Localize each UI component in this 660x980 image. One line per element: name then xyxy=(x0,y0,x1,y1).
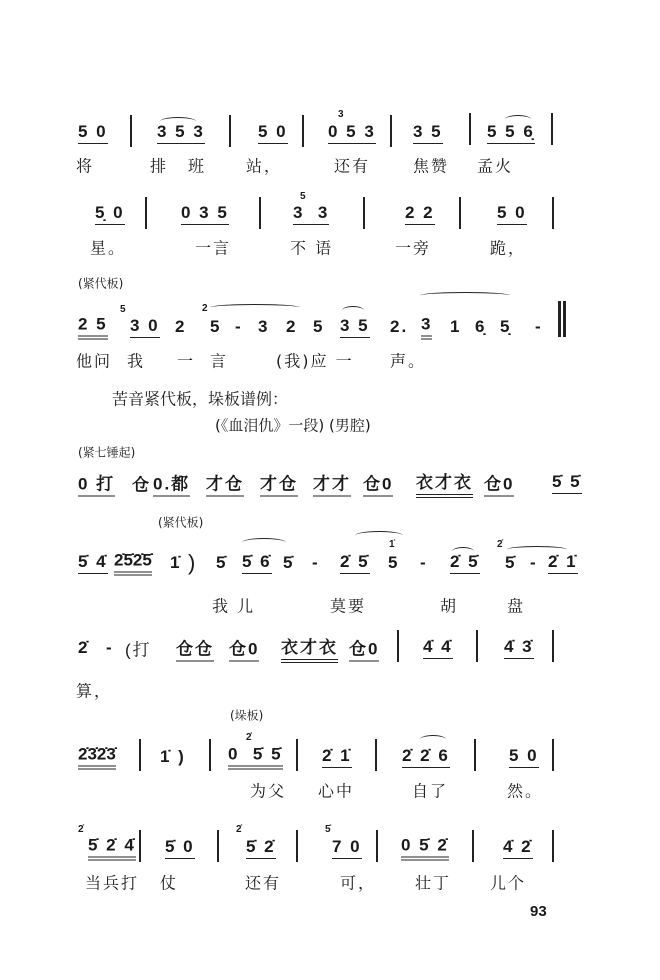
lyric: 心中 xyxy=(318,781,355,801)
percussion-group: 才仓 xyxy=(206,470,244,497)
bar-line xyxy=(130,115,132,147)
note: 2 xyxy=(175,317,187,336)
lyric: 我 xyxy=(127,351,146,371)
bar-line xyxy=(474,739,476,771)
percussion-group: 仓0 xyxy=(484,470,514,497)
bar-line xyxy=(296,830,298,862)
bar-line xyxy=(145,197,147,229)
lyric: 儿个 xyxy=(490,873,527,893)
section-subheading: (《血泪仇》一段) (男腔) xyxy=(215,416,371,435)
bar-line xyxy=(375,739,377,771)
note-group: 5̇ 0 xyxy=(165,837,195,859)
lyric: 班 xyxy=(188,156,207,176)
note-group: 3 5 xyxy=(340,316,370,338)
bar-line xyxy=(551,113,553,145)
note: 2 xyxy=(286,317,298,336)
bar-line xyxy=(552,197,554,229)
note: 1̇ xyxy=(170,553,182,572)
note-group: 2̇5̇2̇5̇ xyxy=(114,551,152,576)
note-group: 5̇ 6̇ xyxy=(242,552,272,574)
note: 3 xyxy=(258,317,270,336)
note: 5 xyxy=(313,317,325,336)
lyric: 算， xyxy=(76,681,113,701)
bar-line xyxy=(552,830,554,862)
lyric: 一 xyxy=(177,351,196,371)
bar-line xyxy=(459,197,461,229)
grace-note: 3 xyxy=(338,109,344,120)
note-group: 0 5 3 xyxy=(328,122,376,144)
note-group: 0 3 5 xyxy=(181,203,229,225)
grace-note: 2̇ xyxy=(78,824,84,835)
note-group: 1̇ ) xyxy=(160,747,186,766)
note: 5 xyxy=(388,553,400,572)
lyric: 壮丁 xyxy=(415,873,452,893)
bar-line xyxy=(139,830,141,862)
percussion-group: 仓仓 xyxy=(176,635,214,662)
note-group: 5 0 xyxy=(258,122,288,144)
lyric: 孟火 xyxy=(477,156,514,176)
tempo-marking: (紧代板) xyxy=(78,276,124,291)
note-group: 2̇ 1̇ xyxy=(322,746,352,768)
lyric: 声。 xyxy=(390,351,427,371)
note-group: 5̇ 2̇ 4̇ xyxy=(88,836,136,861)
note-group: 5̇ 2̇ xyxy=(246,837,276,859)
note: 5̇ xyxy=(216,553,228,572)
note: 1 xyxy=(450,317,462,336)
slur xyxy=(210,304,300,311)
bar-line xyxy=(229,115,231,147)
note: 5̇ xyxy=(283,553,295,572)
lyric: 自了 xyxy=(412,781,449,801)
slur xyxy=(420,292,510,299)
percussion-group: 仓 xyxy=(132,475,151,495)
bar-line xyxy=(139,739,141,771)
grace-note: 2̇ xyxy=(497,539,503,550)
grace-note: 1̇ xyxy=(389,539,395,550)
grace-note: 2 xyxy=(202,303,208,314)
bar-line xyxy=(209,739,211,771)
note-group: 3 0 xyxy=(130,316,160,338)
lyric: 莫要 xyxy=(330,596,367,616)
percussion-group: 0 打 xyxy=(78,470,115,497)
note-group: 7 0 xyxy=(332,837,362,859)
lyric: 还有 xyxy=(245,873,282,893)
lyric: 一言 xyxy=(195,238,232,258)
bar-line xyxy=(217,830,219,862)
note-group: 2̇3̇2̇3̇ xyxy=(78,745,116,770)
lyric: 仗 xyxy=(160,873,179,893)
note-group: 2 2 xyxy=(405,203,435,225)
note: - xyxy=(530,553,538,572)
bar-line xyxy=(472,830,474,862)
tempo-marking: (紧代板) xyxy=(158,515,204,530)
lyric: 一旁 xyxy=(395,238,432,258)
note-group: 2̇ 5̇ xyxy=(450,552,480,574)
note-group: 2̇ 2̇ 6 xyxy=(402,746,450,768)
lyric: 焦赞 xyxy=(413,156,450,176)
note-group: 5 5 6̣ xyxy=(487,122,535,144)
note: - xyxy=(312,553,320,572)
note-group: 2̇ 5̇ xyxy=(340,552,370,574)
grace-note: 2̇ xyxy=(246,732,252,743)
lyric: 星。 xyxy=(90,238,127,258)
lyric: 言 xyxy=(210,351,229,371)
lyric: 盘 xyxy=(507,596,526,616)
bar-line xyxy=(552,630,554,662)
final-double-bar xyxy=(558,301,561,337)
lyric: 将 xyxy=(76,156,95,176)
closing-paren: ) xyxy=(188,550,198,575)
note-group: 5 0 xyxy=(509,746,539,768)
note-group: 2̇ 1̇ xyxy=(548,552,578,574)
bar-line xyxy=(552,739,554,771)
grace-note: 2̇ xyxy=(236,824,242,835)
bar-line xyxy=(296,739,298,771)
note-group: 3 5 3 xyxy=(157,122,205,144)
lyric: 我 儿 xyxy=(212,596,256,616)
lyric: 不 语 xyxy=(290,238,334,258)
lyric: 可， xyxy=(340,873,377,893)
note-group: 4̇ 2̇ xyxy=(503,837,533,859)
percussion-group: 才仓 xyxy=(260,470,298,497)
note-group: 5̣ 0 xyxy=(95,203,125,225)
tempo-marking: (紧七锤起) xyxy=(78,445,136,460)
lyric: 他问 xyxy=(76,351,113,371)
bar-line xyxy=(302,115,304,147)
note: 5̣ xyxy=(500,317,512,336)
lyric: 为父 xyxy=(250,781,287,801)
bar-line xyxy=(259,197,261,229)
lyric: (我)应 一 xyxy=(276,351,354,371)
note-group: 0 5̇ 5̇ xyxy=(228,745,283,770)
bar-line xyxy=(376,830,378,862)
note-group: 3 3 xyxy=(293,203,329,225)
bar-line xyxy=(390,115,392,147)
lyric: 站， xyxy=(246,156,283,176)
lyric: 当兵打 xyxy=(85,873,140,893)
section-heading: 苦音紧代板，垛板谱例： xyxy=(112,389,289,409)
note-group: 5 0 xyxy=(78,122,108,144)
note-group: 5̇ 4̇ xyxy=(78,552,108,574)
bar-line xyxy=(397,630,399,662)
lyric: 胡 xyxy=(440,596,459,616)
slur xyxy=(355,531,403,540)
slur xyxy=(242,538,286,547)
note: - xyxy=(535,317,543,336)
note: 6̣ xyxy=(475,317,487,336)
percussion-group: 仓0 xyxy=(349,635,379,662)
note: 5 xyxy=(210,317,222,336)
note-group: 4̇ 4̇ xyxy=(423,637,453,659)
slur xyxy=(420,735,446,744)
lyric: 然。 xyxy=(507,781,544,801)
note: - xyxy=(420,553,428,572)
percussion-group: 才才 xyxy=(313,470,351,497)
note: 5̇ xyxy=(505,553,517,572)
percussion-group: 衣才衣 xyxy=(281,633,338,663)
grace-note: 5 xyxy=(120,304,126,315)
bar-line xyxy=(476,630,478,662)
note: 2. xyxy=(390,317,409,336)
slur xyxy=(342,306,364,315)
note: 2̇ xyxy=(78,638,90,657)
percussion-group: 仓0 xyxy=(363,470,393,497)
percussion-group: 0.都 xyxy=(153,470,190,497)
note: - xyxy=(235,317,243,336)
note-group: 5 0 xyxy=(497,203,527,225)
grace-note: 5̇ xyxy=(325,824,331,835)
note: 3 xyxy=(421,315,432,340)
grace-note: 5 xyxy=(300,191,306,202)
note-group: 5̇ 5̇ xyxy=(552,472,582,494)
lyric: 跪， xyxy=(490,238,527,258)
note: - xyxy=(106,638,114,657)
note-group: 0 5̇ 2̇ xyxy=(401,836,449,861)
percussion-group: 衣才衣 xyxy=(416,468,473,498)
note-group: 3 5 xyxy=(413,122,443,144)
page-number: 93 xyxy=(530,903,547,920)
lyric: 还有 xyxy=(334,156,371,176)
note-group: 2 5 xyxy=(78,315,108,340)
bar-line xyxy=(469,113,471,145)
lyric: 排 xyxy=(150,156,169,176)
percussion-group: (打 xyxy=(125,640,152,660)
tempo-marking: (垛板) xyxy=(230,708,264,723)
note-group: 4̇ 3̇ xyxy=(504,637,534,659)
percussion-group: 仓0 xyxy=(229,635,259,662)
bar-line xyxy=(363,197,365,229)
